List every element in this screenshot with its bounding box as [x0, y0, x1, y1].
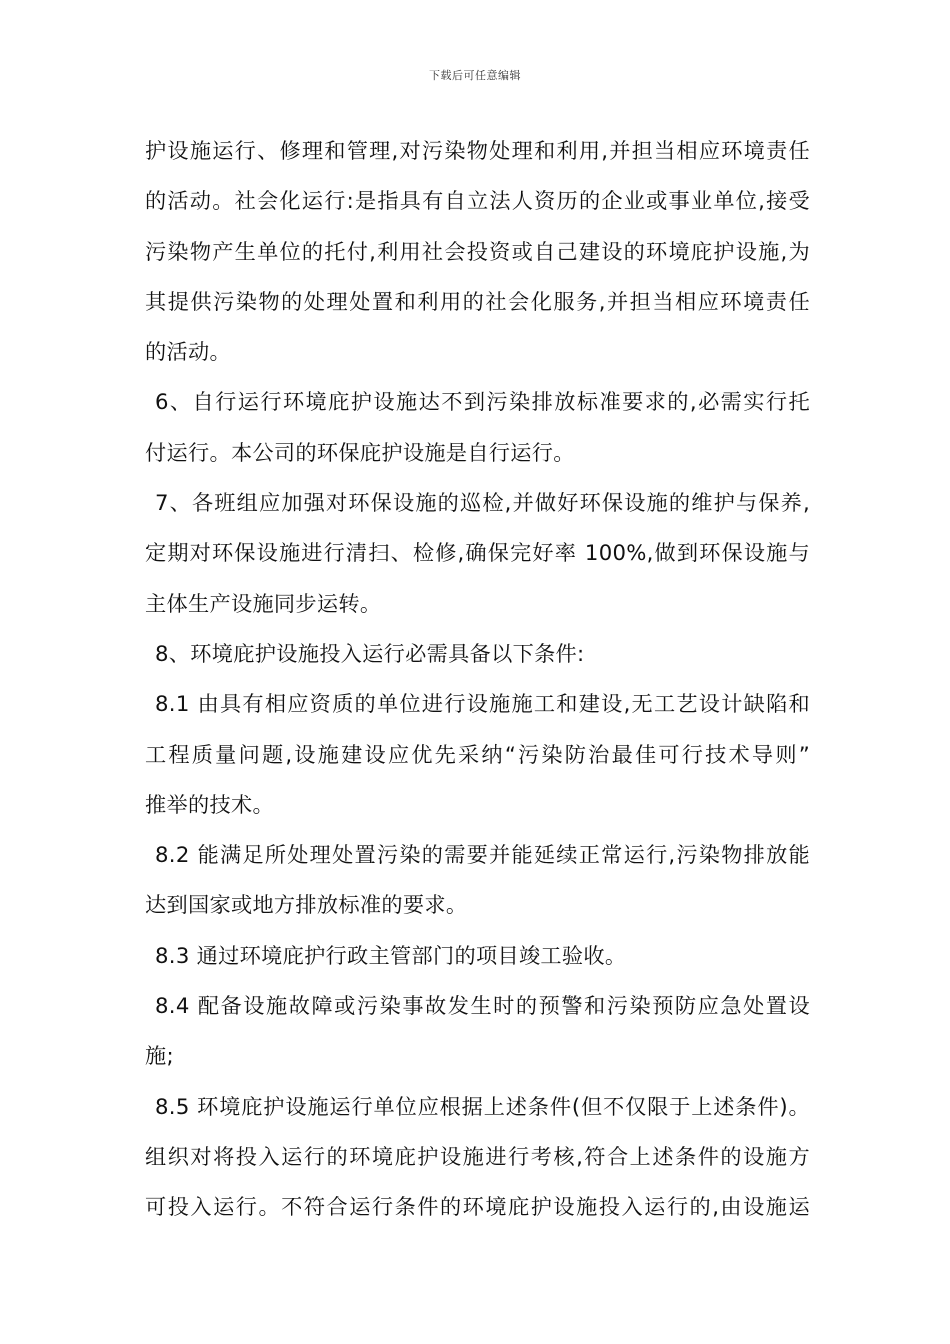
text-line: 污染物产生单位的托付,利用社会投资或自己建设的环境庇护设施,为 [145, 238, 810, 264]
text-line: 工程质量问题,设施建设应优先采纳“污染防治最佳可行技术导则” [145, 741, 810, 767]
text-line: 推举的技术。 [145, 791, 274, 817]
text-line: 的活动。 [145, 339, 231, 365]
text-line: 8.2 能满足所处理处置污染的需要并能延续正常运行,污染物排放能 [155, 842, 810, 868]
body-text [145, 126, 810, 1233]
text-line: 付运行。本公司的环保庇护设施是自行运行。 [145, 439, 575, 465]
text-line: 8.1 由具有相应资质的单位进行设施施工和建设,无工艺设计缺陷和 [155, 691, 810, 717]
text-line: 8.3 通过环境庇护行政主管部门的项目竣工验收。 [155, 942, 627, 968]
text-line: 达到国家或地方排放标准的要求。 [145, 892, 468, 918]
text-line: 的活动。社会化运行:是指具有自立法人资历的企业或事业单位,接受 [145, 188, 810, 214]
page-header: 下载后可任意编辑 [429, 69, 521, 82]
text-line: 组织对将投入运行的环境庇护设施进行考核,符合上述条件的设施方 [145, 1143, 810, 1169]
text-line: 8、环境庇护设施投入运行必需具备以下条件: [155, 640, 585, 666]
text-line: 定期对环保设施进行清扫、检修,确保完好率 100%,做到环保设施与 [145, 540, 810, 566]
text-line: 护设施运行、修理和管理,对污染物处理和利用,并担当相应环境责任 [145, 138, 810, 163]
text-line: 主体生产设施同步运转。 [145, 590, 382, 616]
text-line: 其提供污染物的处理处置和利用的社会化服务,并担当相应环境责任 [145, 288, 810, 314]
text-line: 施; [145, 1043, 174, 1069]
text-line: 7、各班组应加强对环保设施的巡检,并做好环保设施的维护与保养, [155, 490, 810, 516]
text-line: 可投入运行。不符合运行条件的环境庇护设施投入运行的,由设施运 [145, 1194, 810, 1220]
text-line: 6、自行运行环境庇护设施达不到污染排放标准要求的,必需实行托 [155, 389, 810, 415]
text-line: 8.5 环境庇护设施运行单位应根据上述条件(但不仅限于上述条件)。 [155, 1093, 810, 1119]
text-line: 8.4 配备设施故障或污染事故发生时的预警和污染预防应急处置设 [155, 993, 810, 1019]
